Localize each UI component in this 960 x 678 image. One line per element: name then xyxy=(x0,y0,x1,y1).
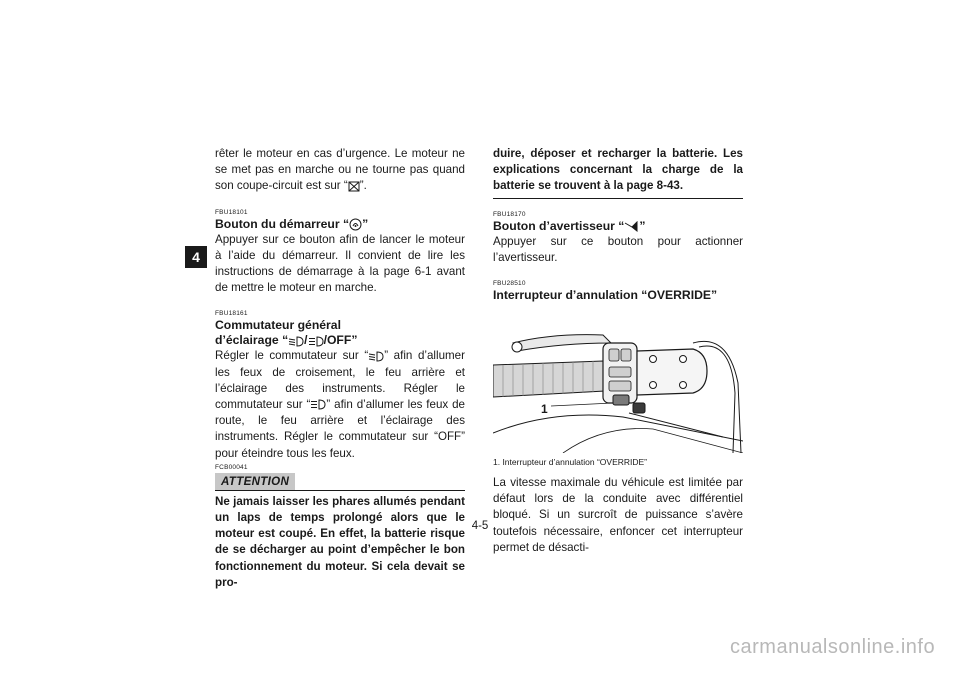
horn-heading-end: ” xyxy=(639,218,646,233)
lighting-heading-text: d’éclairage “ xyxy=(215,333,289,348)
section-code: FBU18161 xyxy=(215,310,248,318)
starter-heading-end: ” xyxy=(362,216,369,231)
intro-text: rêter le moteur en cas d’urgence. Le moteur ne se met pas en marche ou ne tourne pas quand son coupe-circuit est sur “ xyxy=(215,147,465,193)
watermark: carmanualsonline.info xyxy=(730,636,936,658)
high-beam-icon xyxy=(310,399,326,410)
page-number: 4-5 xyxy=(471,520,489,532)
left-column xyxy=(215,146,465,591)
attention-rule xyxy=(215,490,465,491)
horn-icon xyxy=(624,221,639,232)
handlebar-switch-photo xyxy=(493,313,743,453)
low-beam-icon xyxy=(368,351,384,362)
starter-body: Appuyer sur ce bouton afin de lancer le moteur à l’aide du démarreur. Il convient de lire les instructions de démarrage à la page 6-1 avant de mettre le moteur en marche. xyxy=(215,232,465,295)
right-column xyxy=(493,146,743,556)
intro-end-text: ”. xyxy=(359,179,367,193)
attention-header xyxy=(215,473,465,491)
starter-heading-text: Bouton du démarreur “ xyxy=(215,216,350,231)
engine-stop-icon xyxy=(348,181,360,192)
override-photo-frame xyxy=(493,313,743,453)
low-beam-icon xyxy=(288,336,304,347)
intro-paragraph xyxy=(215,146,465,195)
horn-body: Appuyer sur ce bouton pour actionner l’avertisseur. xyxy=(493,234,743,264)
lighting-body xyxy=(215,348,465,461)
lighting-body-b: ” afin d’allumer les feux de croisement, le feu arrière et l’éclairage des instruments. Régler le commutateur sur “ xyxy=(215,349,465,412)
lighting-body-a: Régler le commutateur sur “ xyxy=(215,349,369,363)
callout-number: 1 xyxy=(541,402,548,417)
lighting-heading-sep: / xyxy=(304,333,308,348)
lighting-heading-end: /OFF” xyxy=(323,333,358,348)
attention-body: Ne jamais laisser les phares allumés pendant un laps de temps prolongé alors que le moteur est coupé. En effet, la batterie risque de se décharger au point d’empêcher le bon fonctionnement du moteur. Si cela devait se pro- xyxy=(215,494,465,589)
starter-heading xyxy=(215,217,465,232)
override-body: La vitesse maximale du véhicule est limitée par défaut lors de la conduite avec différentiel bloqué. Si un surcroît de puissance s’avère toutefois nécessaire, enfoncer cet interrupteur permet de désacti- xyxy=(493,476,743,554)
figure-caption: 1. Interrupteur d’annulation “OVERRIDE” xyxy=(493,457,648,468)
override-heading: Interrupteur d’annulation “OVERRIDE” xyxy=(493,288,718,303)
starter-icon xyxy=(349,218,362,231)
chapter-tab: 4 xyxy=(185,246,207,268)
section-code: FCB00041 xyxy=(215,463,248,471)
horn-heading-text: Bouton d’avertisseur “ xyxy=(493,218,625,233)
section-code: FBU18170 xyxy=(493,210,526,218)
lighting-body-c: ” afin d’allumer les feux de route, le feu arrière et l’éclairage des instruments. Régler le commutateur sur “OFF” pour éteindre tous les feux. xyxy=(215,398,465,460)
attention-label: ATTENTION xyxy=(215,473,295,491)
high-beam-icon xyxy=(308,336,324,347)
section-code: FBU28510 xyxy=(493,280,526,288)
attention-continuation: duire, déposer et recharger la batterie. Les explications concernant la charge de la batterie se trouvent à la page 8-43. xyxy=(493,147,743,193)
lighting-heading-line1: Commutateur général xyxy=(215,318,341,333)
section-code: FBU18101 xyxy=(215,208,248,216)
lighting-heading-line2 xyxy=(215,333,465,348)
horn-heading xyxy=(493,219,743,234)
